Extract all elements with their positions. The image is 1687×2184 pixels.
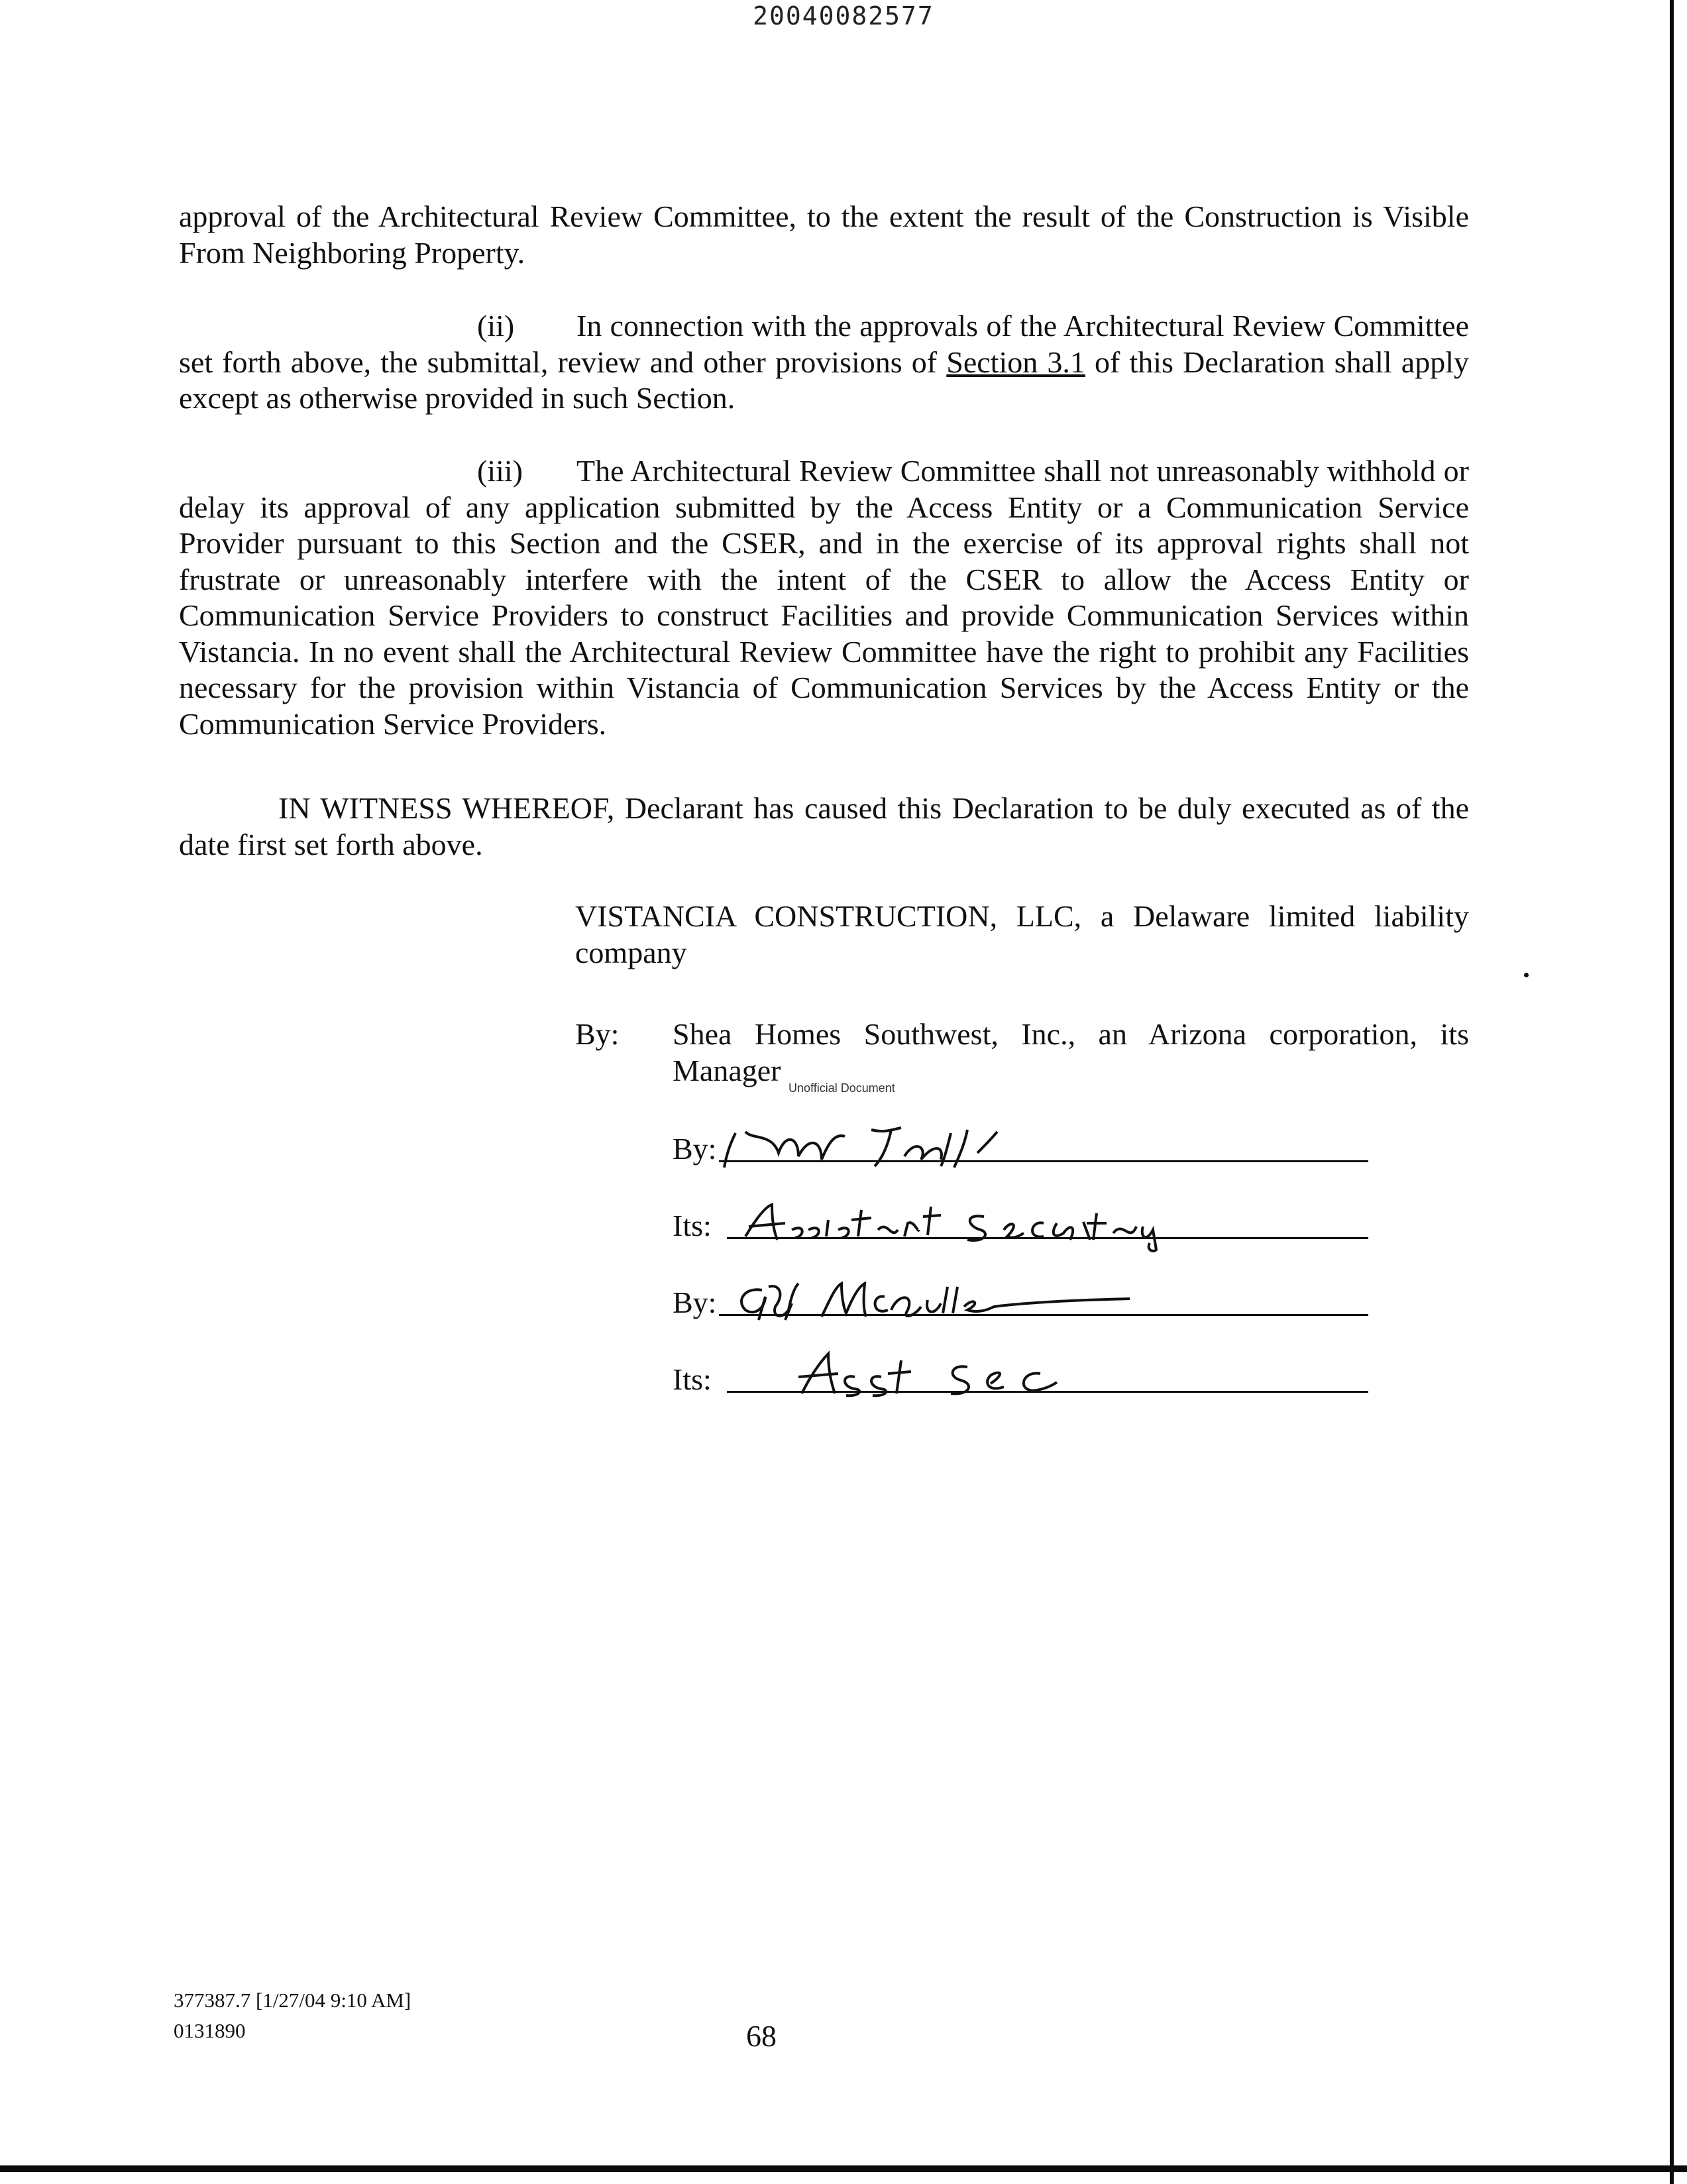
page-number: 68	[746, 2019, 777, 2053]
signature-line-by-1	[673, 1126, 1368, 1166]
section-reference: Section 3.1	[946, 345, 1085, 379]
witness-paragraph: IN WITNESS WHEREOF, Declarant has caused this Declaration to be duly executed as of the date first set forth above.	[179, 791, 1469, 861]
signature-line-its-1	[673, 1203, 1368, 1243]
paragraph-iii	[179, 453, 1469, 742]
signature-line-by-2	[673, 1280, 1368, 1320]
handwritten-title-icon	[673, 1357, 1368, 1397]
signature-label: By:	[673, 1132, 717, 1166]
unofficial-stamp: Unofficial Document	[789, 1081, 895, 1095]
manager-line: Shea Homes Southwest, Inc., an Arizona corporation, its Manager	[673, 1017, 1469, 1087]
title-label: Its:	[673, 1362, 712, 1396]
document-reference: 377387.7 [1/27/04 9:10 AM]	[174, 1989, 411, 2012]
paragraph-iii-text: The Architectural Review Committee shall not unreasonably withhold or delay its approval of any application submitted by the Access Entity or a Communication Service Provider pursuant to this Section and the CSER, and in the exercise of its approval rights shall not frustrate or unreasonably interfere with the intent of the CSER to allow the Access Entity or Communication Service Providers to construct Facilities and provide Communication Services within Vistancia. In no event shall the Architectural Review Committee have the right to prohibit any Facilities necessary for the provision within Vistancia of Communication Services by the Access Entity or the Communication Service Providers.	[179, 454, 1469, 741]
paragraph-ii-text-a: In connection with the approvals of the Architectural Review Committee set forth above, the submittal, review and other provisions of	[179, 309, 1469, 379]
handwritten-signature-icon	[673, 1126, 1368, 1166]
handwritten-title-icon	[673, 1203, 1368, 1243]
handwritten-signature-icon	[673, 1280, 1368, 1320]
scan-border-right	[1670, 0, 1674, 2184]
signature-label: By:	[673, 1285, 717, 1319]
paragraph-ii-text-b: of this Declaration shall apply except as otherwise provided in such Section.	[179, 345, 1469, 415]
title-label: Its:	[673, 1209, 712, 1242]
scan-speck	[1524, 973, 1529, 977]
clause-number-ii: (ii)	[477, 309, 515, 343]
by-label: By:	[575, 1017, 620, 1051]
signature-line-its-2	[673, 1357, 1368, 1397]
clause-number-iii: (iii)	[477, 454, 523, 488]
company-name: VISTANCIA CONSTRUCTION, LLC, a Delaware limited liability company	[575, 899, 1469, 969]
recording-number: 20040082577	[753, 1, 934, 30]
paragraph-continuation: approval of the Architectural Review Committee, to the extent the result of the Construction is Visible From Neighboring Property.	[179, 199, 1469, 270]
paragraph-ii	[179, 308, 1469, 417]
scan-border-bottom	[0, 2165, 1687, 2172]
document-code: 0131890	[174, 2019, 246, 2042]
